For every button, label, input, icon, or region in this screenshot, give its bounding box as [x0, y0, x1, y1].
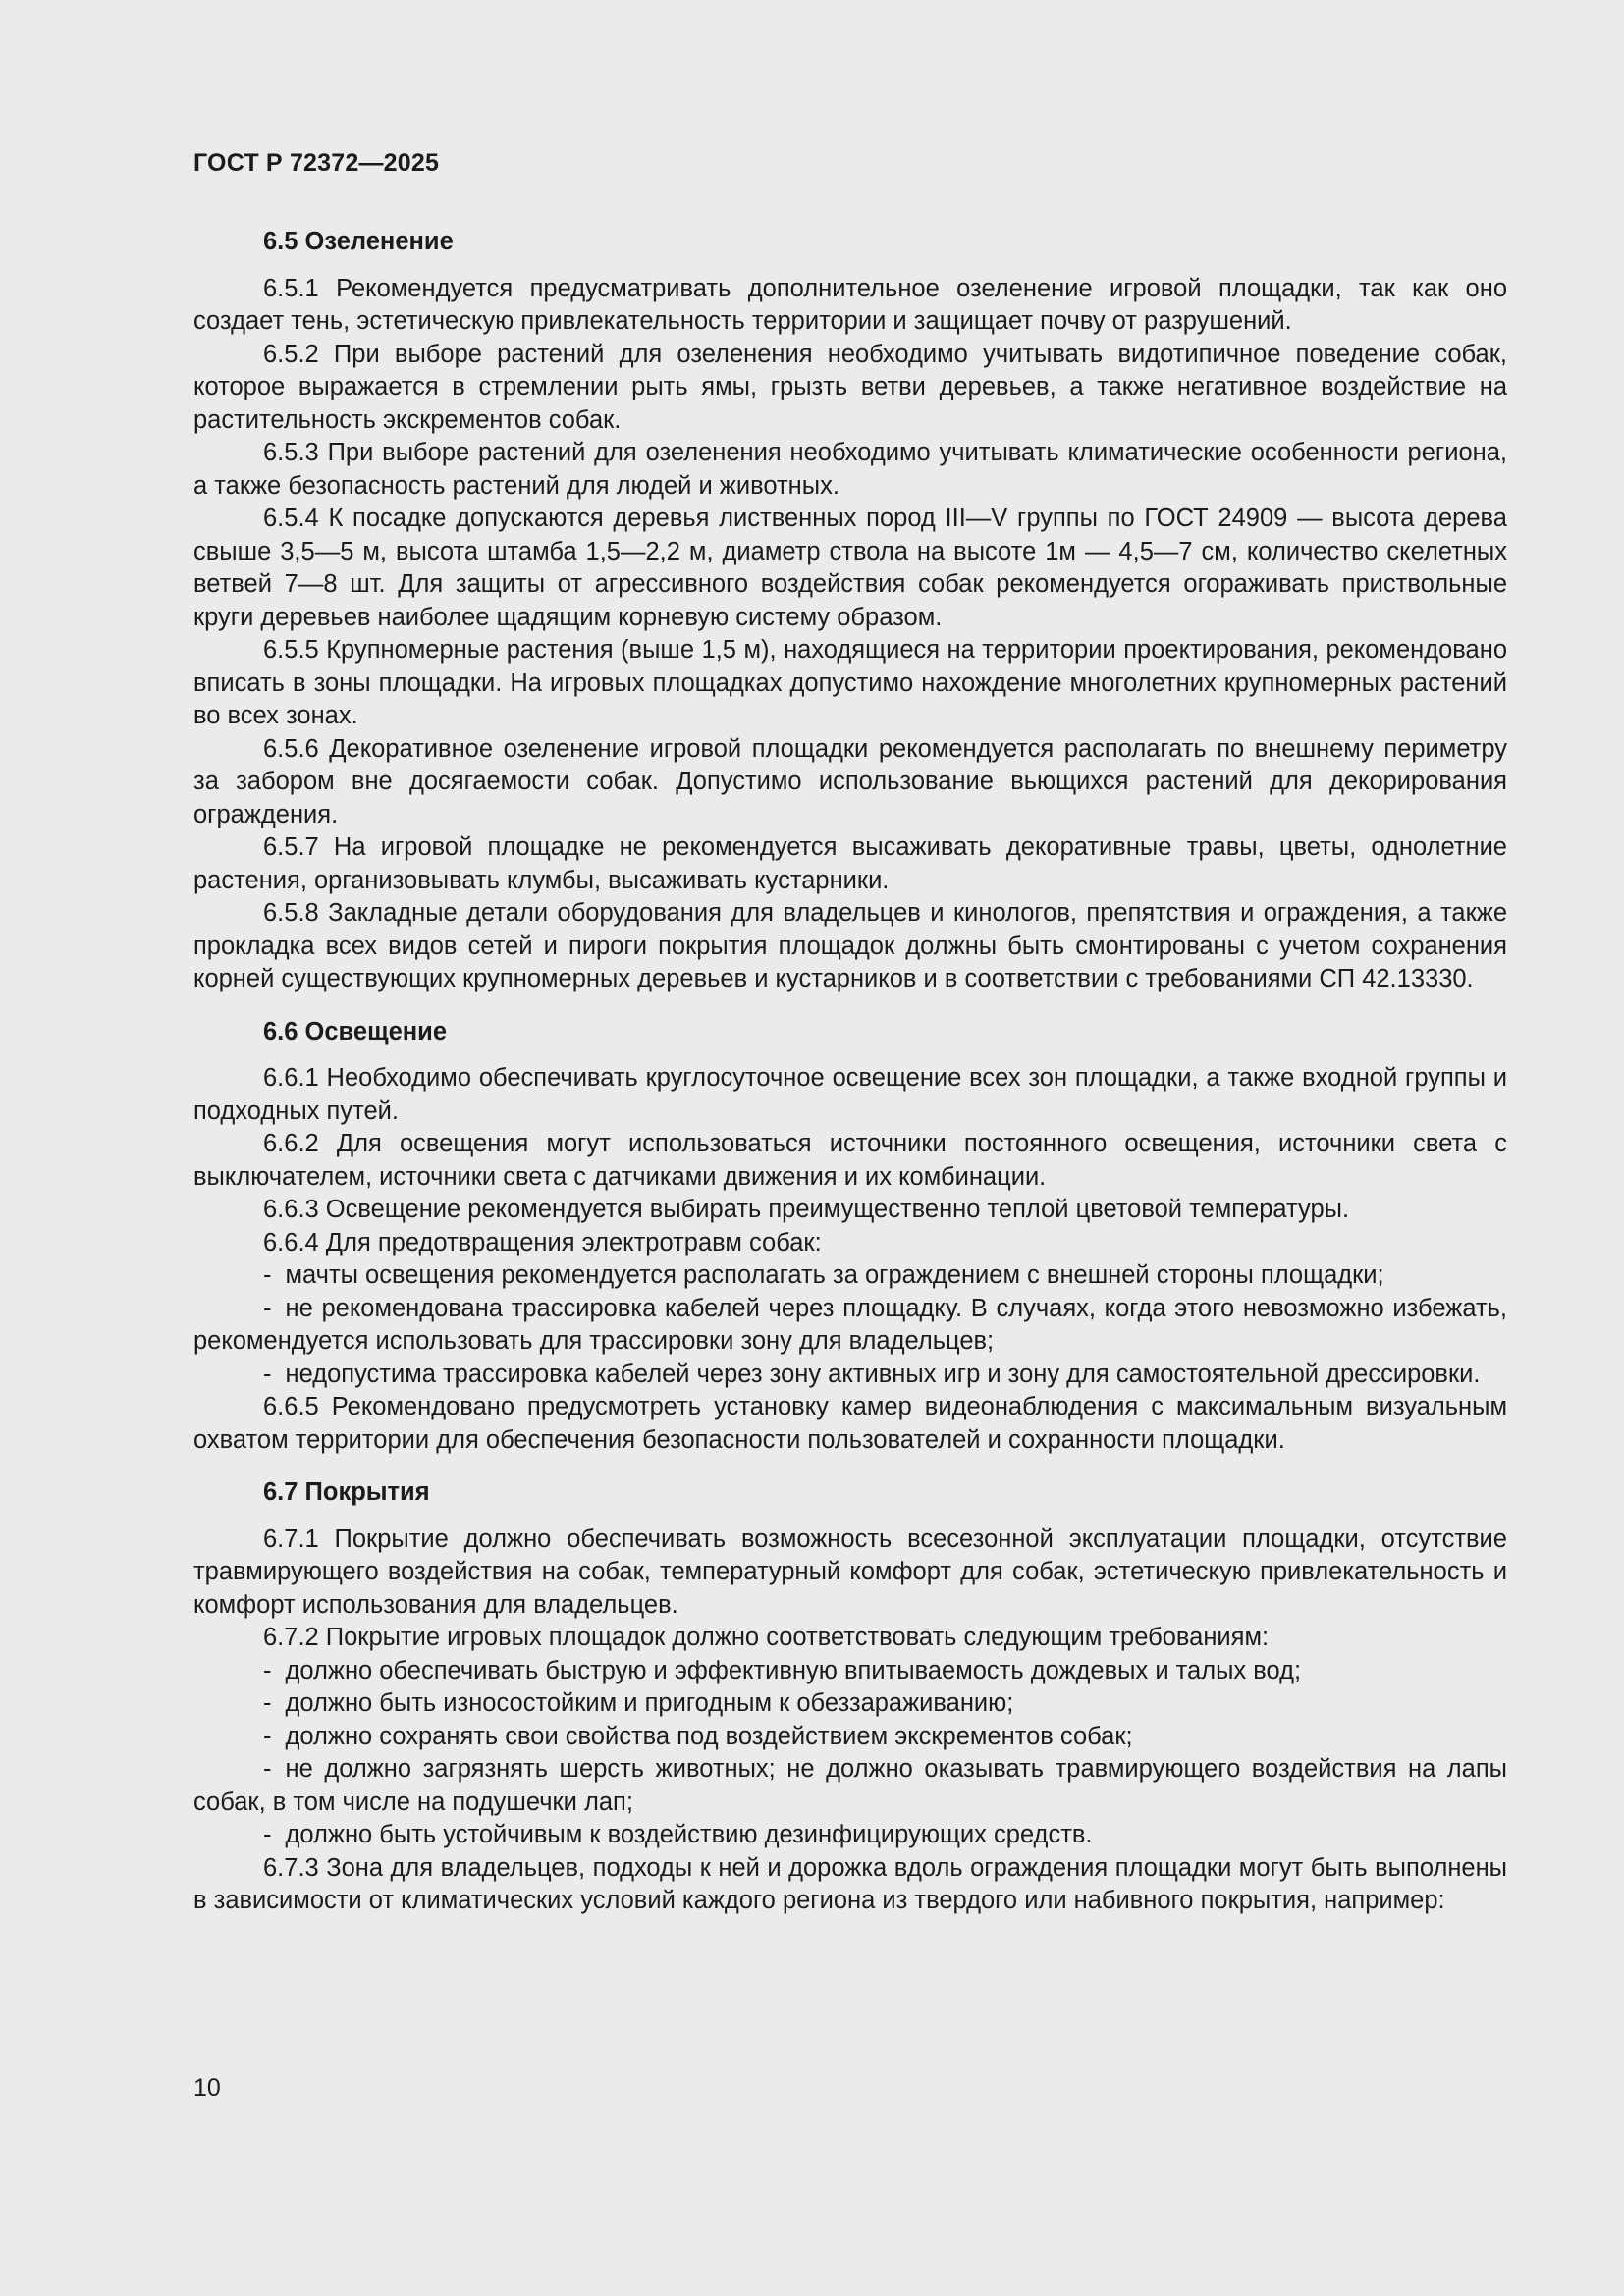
document-body: [193, 226, 1507, 1918]
list-item: [193, 1655, 1507, 1688]
list-item: [193, 1687, 1507, 1721]
list-marker: -: [263, 1755, 272, 1783]
list-item-text: мачты освещения рекомендуется располагать за ограждением с внешней стороны площадки;: [285, 1261, 1384, 1289]
section-heading-lighting: 6.6 Освещение: [263, 1017, 448, 1045]
list-item: [193, 1753, 1507, 1819]
list-item: [193, 1293, 1507, 1359]
paragraph-6-6-3: 6.6.3 Освещение рекомендуется выбирать преимущественно теплой цветовой температуры.: [263, 1196, 1350, 1223]
paragraph-6-5-3: 6.5.3 При выборе растений для озеленения необходимо учитывать климатические особенности региона, а также безопасность растений для людей и животных.: [193, 439, 1507, 500]
list-item: [193, 1259, 1507, 1293]
paragraph-6-7-2: 6.7.2 Покрытие игровых площадок должно соответствовать следующим требованиям:: [263, 1624, 1270, 1651]
list-marker: -: [263, 1722, 272, 1750]
paragraph-6-5-4: 6.5.4 К посадке допускаются деревья лиственных пород III—V группы по ГОСТ 24909 — высота дерева свыше 3,5—5 м, высота штамба 1,5—2,2 м, диаметр ствола на высоте 1м — 4,5—7 см, количество скелетных ветвей 7—8 шт. Для защиты от агрессивного воздействия собак рекомендуется огораживать приствольные круги деревьев наиболее щадящим корневую систему образом.: [193, 505, 1507, 631]
section-heading-greening: 6.5 Озеленение: [263, 228, 454, 255]
list-marker: -: [263, 1821, 272, 1848]
page-number: 10: [193, 2074, 221, 2102]
list-marker: -: [263, 1360, 272, 1388]
paragraph-6-6-5: 6.6.5 Рекомендовано предусмотреть установку камер видеонаблюдения с максимальным визуальным охватом территории для обеспечения безопасности пользователей и сохранности площадки.: [193, 1393, 1507, 1454]
list-item: [193, 1721, 1507, 1754]
list-item-text: должно обеспечивать быструю и эффективную впитываемость дождевых и талых вод;: [285, 1656, 1302, 1684]
list-item-text: должно быть износостойким и пригодным к обеззараживанию;: [285, 1689, 1014, 1717]
list-item-text: не должно загрязнять шерсть животных; не должно оказывать травмирующего воздействия на лапы собак, в том числе на подушечки лап;: [193, 1755, 1507, 1816]
list-item: [193, 1819, 1507, 1852]
paragraph-6-5-2: 6.5.2 При выборе растений для озеленения необходимо учитывать видотипичное поведение собак, которое выражается в стремлении рыть ямы, грызть ветви деревьев, а также негативное воздействие на растительность экскрементов собак.: [193, 340, 1507, 434]
list-item-text: должно сохранять свои свойства под воздействием экскрементов собак;: [285, 1722, 1133, 1750]
paragraph-6-6-2: 6.6.2 Для освещения могут использоваться источники постоянного освещения, источники света с выключателем, источники света с датчиками движения и их комбинации.: [193, 1130, 1507, 1191]
paragraph-6-7-3: 6.7.3 Зона для владельцев, подходы к ней и дорожка вдоль ограждения площадки могут быть выполнены в зависимости от климатических условий каждого региона из твердого или набивного покрытия, например:: [193, 1853, 1507, 1914]
list-marker: -: [263, 1261, 272, 1289]
list-item: [193, 1359, 1507, 1392]
list-item-text: недопустима трассировка кабелей через зону активных игр и зону для самостоятельной дрессировки.: [285, 1360, 1481, 1388]
list-marker: -: [263, 1294, 272, 1322]
list-item-text: не рекомендована трассировка кабелей через площадку. В случаях, когда этого невозможно избежать, рекомендуется использовать для трассировки зону для владельцев;: [193, 1294, 1507, 1355]
section-heading-coverings: 6.7 Покрытия: [263, 1478, 430, 1506]
paragraph-6-6-1: 6.6.1 Необходимо обеспечивать круглосуточное освещение всех зон площадки, а также входной группы и подходных путей.: [193, 1064, 1507, 1125]
document-code-header: ГОСТ Р 72372—2025: [193, 149, 440, 177]
paragraph-6-5-6: 6.5.6 Декоративное озеленение игровой площадки рекомендуется располагать по внешнему периметру за забором вне досягаемости собак. Допустимо использование вьющихся растений для декорирования ограждения.: [193, 734, 1507, 828]
paragraph-6-5-1: 6.5.1 Рекомендуется предусматривать дополнительное озеленение игровой площадки, так как оно создает тень, эстетическую привлекательность территории и защищает почву от разрушений.: [193, 274, 1507, 335]
paragraph-6-5-7: 6.5.7 На игровой площадке не рекомендуется высаживать декоративные травы, цветы, однолетние растения, организовывать клумбы, высаживать кустарники.: [193, 833, 1507, 894]
paragraph-6-7-1: 6.7.1 Покрытие должно обеспечивать возможность всесезонной эксплуатации площадки, отсутствие травмирующего воздействия на собак, температурный комфорт для собак, эстетическую привлекательность и комфорт использования для владельцев.: [193, 1524, 1507, 1619]
list-item-text: должно быть устойчивым к воздействию дезинфицирующих средств.: [285, 1821, 1093, 1848]
list-marker: -: [263, 1689, 272, 1717]
paragraph-6-5-8: 6.5.8 Закладные детали оборудования для владельцев и кинологов, препятствия и ограждения, а также прокладка всех видов сетей и пироги покрытия площадок должны быть смонтированы с учетом сохранения корней существующих крупномерных деревьев и кустарников и в соответствии с требованиями СП 42.13330.: [193, 899, 1507, 992]
list-marker: -: [263, 1656, 272, 1684]
paragraph-6-5-5: 6.5.5 Крупномерные растения (выше 1,5 м), находящиеся на территории проектирования, рекомендовано вписать в зоны площадки. На игровых площадках допустимо нахождение многолетних крупномерных растений во всех зонах.: [193, 636, 1507, 729]
paragraph-6-6-4: 6.6.4 Для предотвращения электротравм собак:: [263, 1228, 822, 1256]
